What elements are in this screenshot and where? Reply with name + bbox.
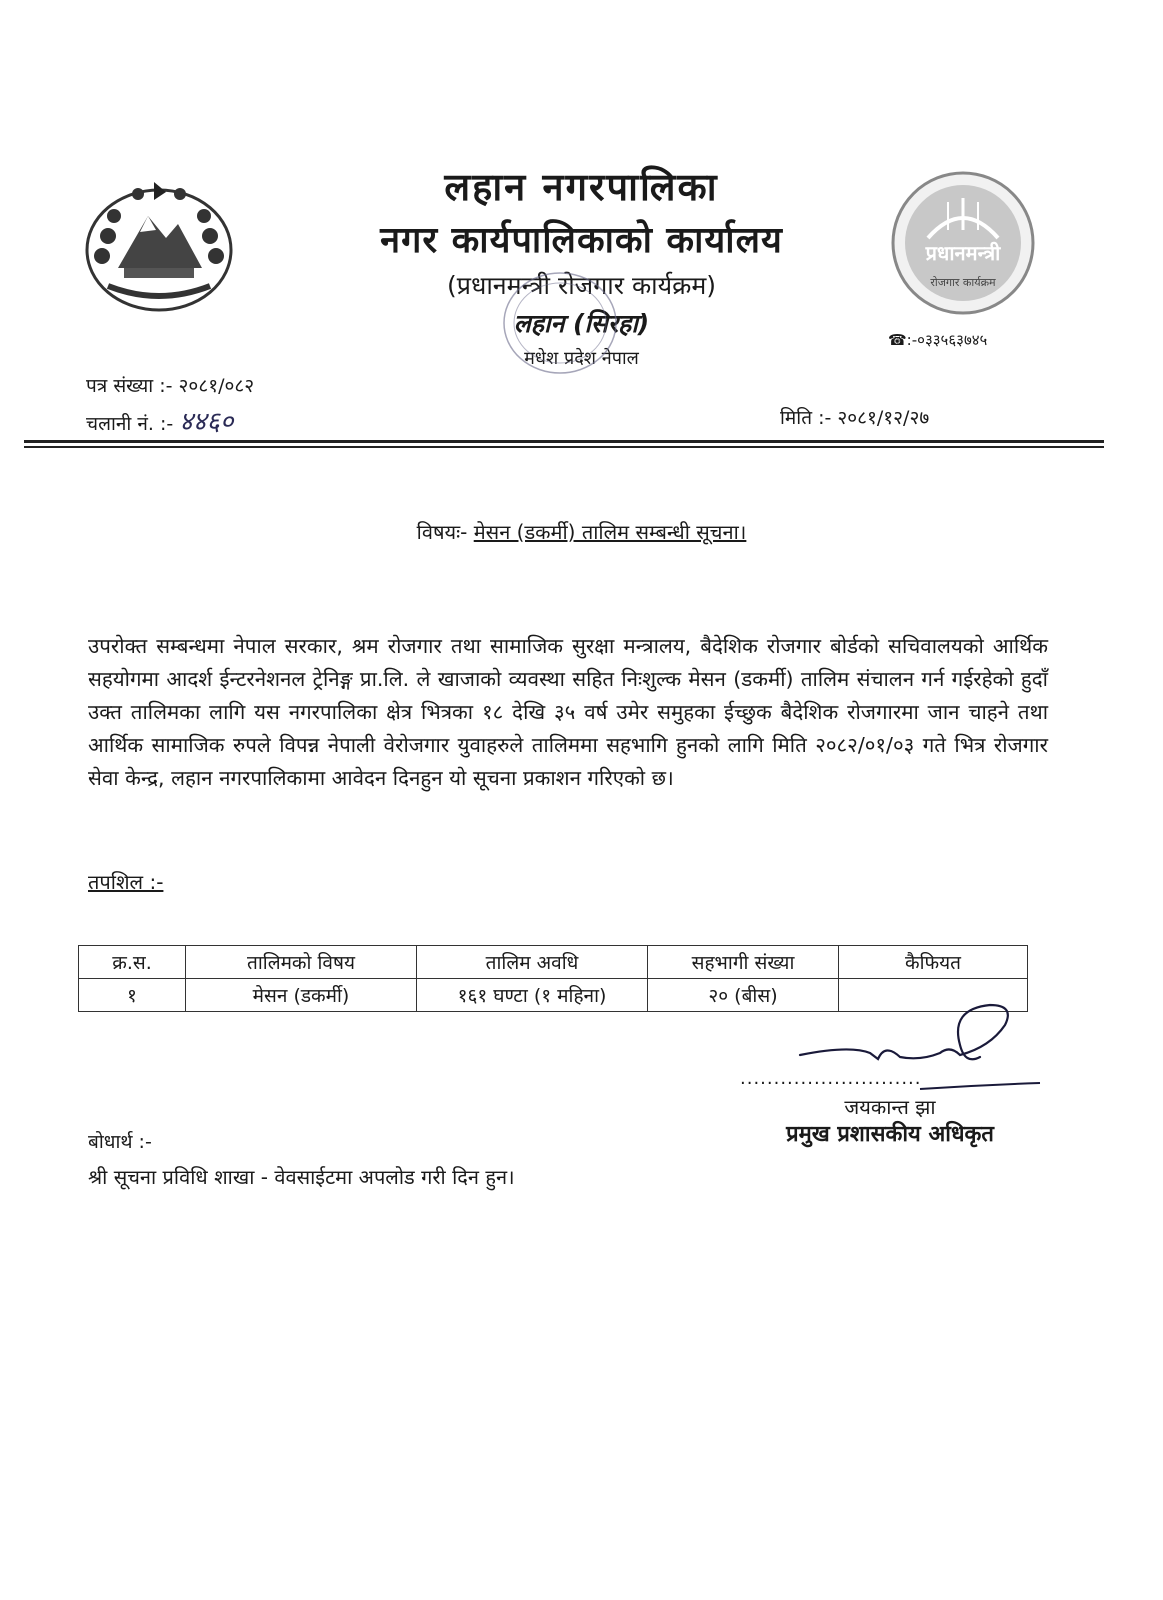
logo-text: प्रधानमन्त्री	[925, 241, 1001, 265]
phone-number: ☎:-०३३५६३७४५	[888, 331, 988, 349]
province-name: मधेश प्रदेश नेपाल	[524, 348, 639, 369]
notice-body: उपरोक्त सम्बन्धमा नेपाल सरकार, श्रम रोजगार तथा सामाजिक सुरक्षा मन्त्रालय, बैदेशिक रोजगार बोर्डको सचिवालयको आर्थिक सहयोगमा आदर्श ईन्टरनेशनल ट्रेनिङ्ग प्रा.लि. ले खाजाको व्यवस्था सहित निःशुल्क मेसन (डकर्मी) तालिम संचालन गर्न गईरहेको हुदाँ उक्त तालिमका लागि यस नगरपालिका क्षेत्र भित्रका १८ देखि ३५ वर्ष उमेर समुहका ईच्छुक बैदेशिक रोजगारमा जान चाहने तथा आर्थिक सामाजिक रुपले विपन्न नेपाली वेरोजगार युवाहरुले तालिममा सहभागि हुनको लागि मिति २०८२/०१/०३ गते भित्र रोजगार सेवा केन्द्र, लहान नगरपालिकामा आवेदन दिनहुन यो सूचना प्रकाशन गरिएको छ।	[88, 634, 1049, 790]
program-name: (प्रधानमन्त्री रोजगार कार्यक्रम)	[446, 271, 717, 300]
col-training-subject: तालिमको विषय	[186, 946, 417, 979]
subject-line	[0, 518, 1163, 545]
office-stamp	[500, 268, 620, 378]
col-serial: क्र.स.	[79, 946, 186, 979]
signature-line: ...........................	[740, 1068, 922, 1089]
cc-label: बोधार्थ :-	[88, 1131, 152, 1153]
cell-training-duration: १६१ घण्टा (१ महिना)	[417, 979, 648, 1012]
signatory-title: प्रमुख प्रशासकीय अधिकृत	[786, 1122, 994, 1147]
letter-date: मिति :- २०८१/१२/२७	[780, 407, 930, 429]
pm-employment-program-logo	[888, 168, 1038, 318]
dispatch-number-row	[86, 402, 233, 438]
col-remarks: कैफियत	[839, 946, 1028, 979]
office-subtitle: नगर कार्यपालिकाको कार्यालय	[380, 220, 783, 261]
header-divider-secondary	[24, 446, 1104, 448]
header-divider	[24, 440, 1104, 443]
col-training-duration: तालिम अवधि	[417, 946, 648, 979]
cell-participant-count: २० (बीस)	[648, 979, 839, 1012]
reference-number: पत्र संख्या :- २०८१/०८२	[86, 375, 255, 397]
subject-text: मेसन (डकर्मी) तालिम सम्बन्धी सूचना।	[473, 520, 747, 544]
cell-serial: १	[79, 979, 186, 1012]
cc-recipient: श्री सूचना प्रविधि शाखा - वेवसाईटमा अपलोड गरी दिन हुन।	[88, 1165, 515, 1189]
col-participant-count: सहभागी संख्या	[648, 946, 839, 979]
subject-prefix: विषयः-	[416, 520, 468, 544]
signatory-name: जयकान्त झा	[844, 1095, 936, 1119]
cell-training-subject: मेसन (डकर्मी)	[186, 979, 417, 1012]
details-label: तपशिल :-	[88, 870, 164, 894]
table-header-row	[79, 946, 1028, 979]
dispatch-number: ४४६०	[179, 407, 234, 437]
dispatch-label: चलानी नं. :-	[86, 413, 174, 435]
office-location: लहान (सिरहा)	[513, 309, 650, 338]
office-name: लहान नगरपालिका	[444, 165, 719, 209]
logo-subtext: रोजगार कार्यक्रम	[930, 276, 996, 289]
